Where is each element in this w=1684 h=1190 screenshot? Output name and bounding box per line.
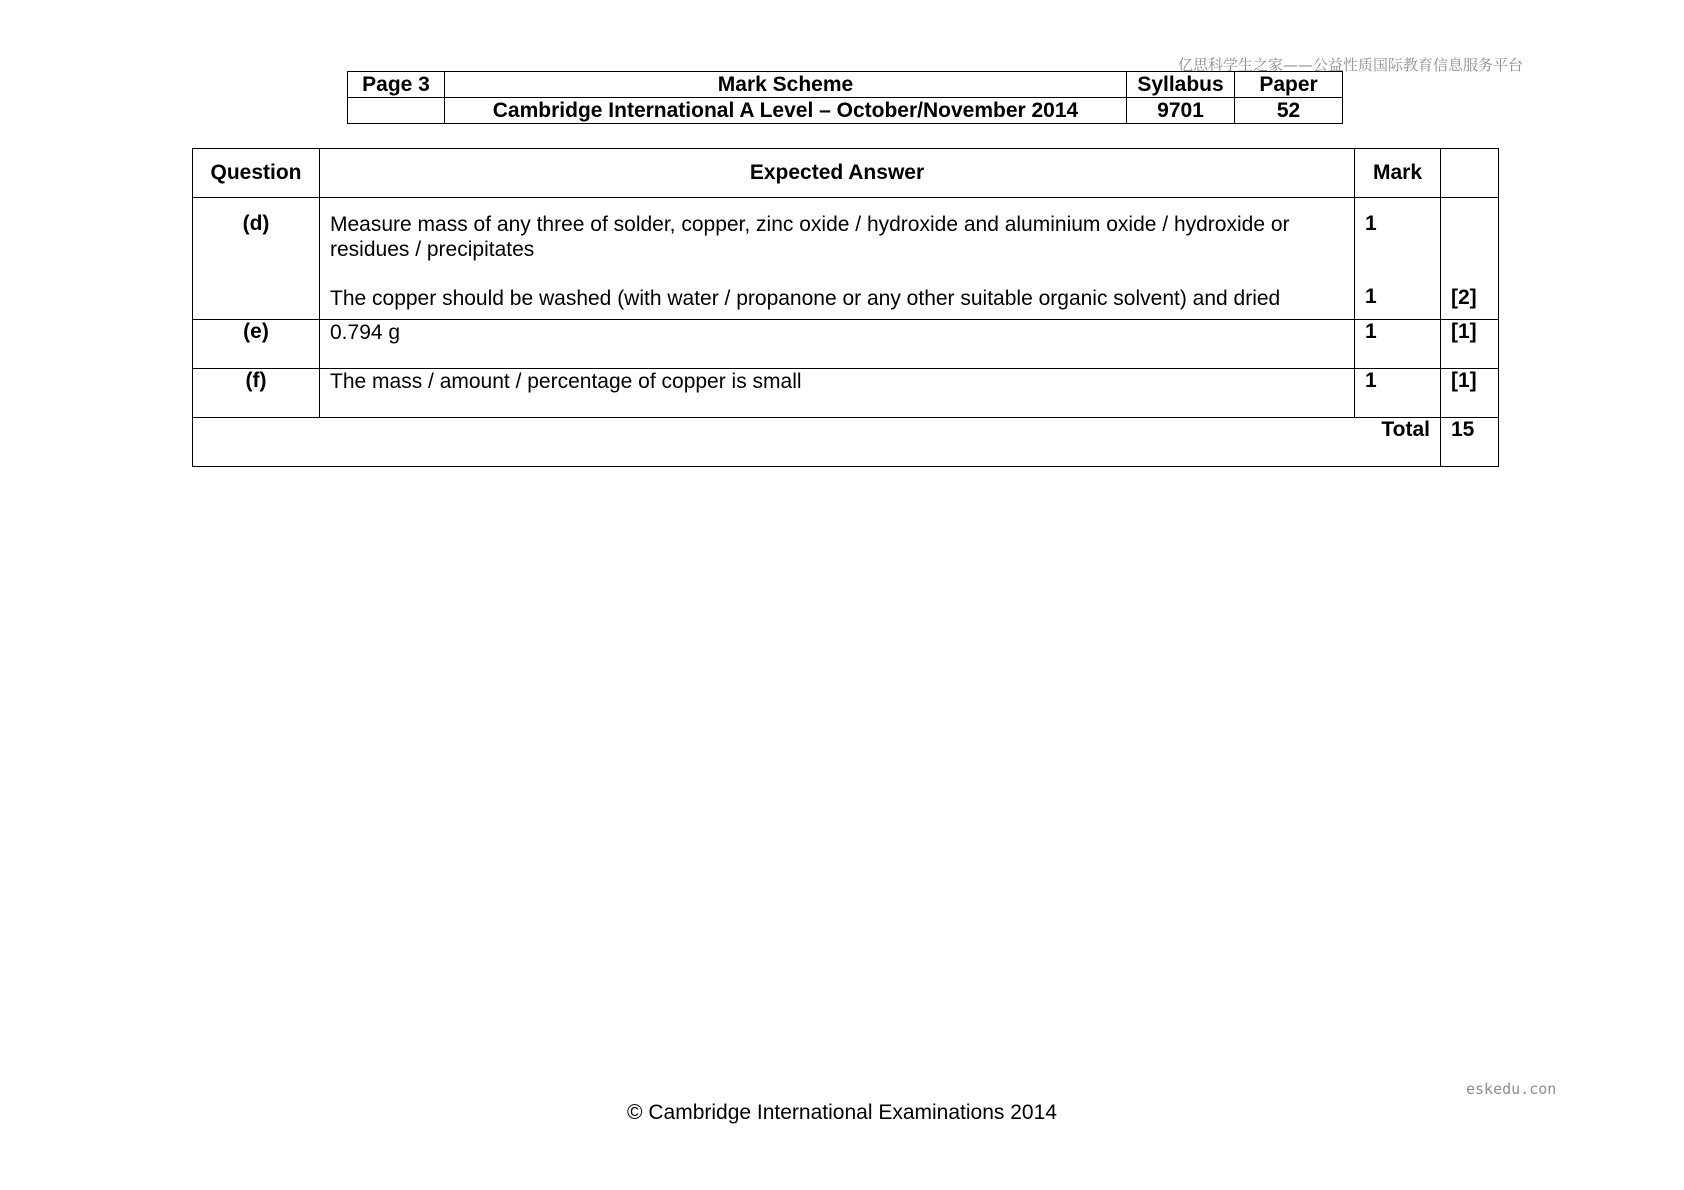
- answer-cell: [320, 198, 1355, 320]
- page-blank-cell: [348, 98, 445, 124]
- watermark-text: 亿思科学生之家——公益性质国际教育信息服务平台: [1178, 56, 1524, 74]
- question-total: [1]: [1441, 369, 1499, 418]
- table-row: [193, 198, 1499, 320]
- mark-value: 1: [1365, 212, 1377, 235]
- answer-text: Measure mass of any three of solder, copper, zinc oxide / hydroxide and aluminium oxide / hydroxide or residues / precipitates: [330, 213, 1290, 261]
- paper-label: Paper: [1235, 72, 1343, 98]
- question-number: (e): [193, 320, 320, 369]
- total-label: Total: [193, 418, 1441, 467]
- column-header-total: [1441, 149, 1499, 198]
- copyright-footer: © Cambridge International Examinations 2014: [627, 1101, 1057, 1124]
- watermark-url: eskedu.con: [1466, 1080, 1557, 1098]
- question-number: (d): [193, 198, 320, 320]
- syllabus-label: Syllabus: [1127, 72, 1235, 98]
- document-title: Mark Scheme: [445, 72, 1127, 98]
- answer-text: The copper should be washed (with water / propanone or any other suitable organic solvent) and dried: [330, 287, 1281, 310]
- answer-text: The mass / amount / percentage of copper is small: [320, 369, 1355, 418]
- mark-scheme-table: [192, 148, 1499, 467]
- page-number: Page 3: [348, 72, 445, 98]
- total-cell: [1441, 198, 1499, 320]
- syllabus-code: 9701: [1127, 98, 1235, 124]
- column-header-expected-answer: Expected Answer: [320, 149, 1355, 198]
- mark-value: 1: [1355, 369, 1441, 418]
- mark-cell: [1355, 198, 1441, 320]
- mark-value: 1: [1355, 320, 1441, 369]
- table-header-row: [193, 149, 1499, 198]
- mark-value: 1: [1365, 285, 1377, 308]
- column-header-question: Question: [193, 149, 320, 198]
- question-number: (f): [193, 369, 320, 418]
- document-subtitle: Cambridge International A Level – October/November 2014: [445, 98, 1127, 124]
- document-header-table: [347, 71, 1343, 124]
- question-total: [2]: [1451, 286, 1477, 309]
- question-total: [1]: [1441, 320, 1499, 369]
- total-value: 15: [1441, 418, 1499, 467]
- table-row: [193, 320, 1499, 369]
- paper-number: 52: [1235, 98, 1343, 124]
- answer-text: 0.794 g: [320, 320, 1355, 369]
- column-header-mark: Mark: [1355, 149, 1441, 198]
- total-row: [193, 418, 1499, 467]
- table-row: [193, 369, 1499, 418]
